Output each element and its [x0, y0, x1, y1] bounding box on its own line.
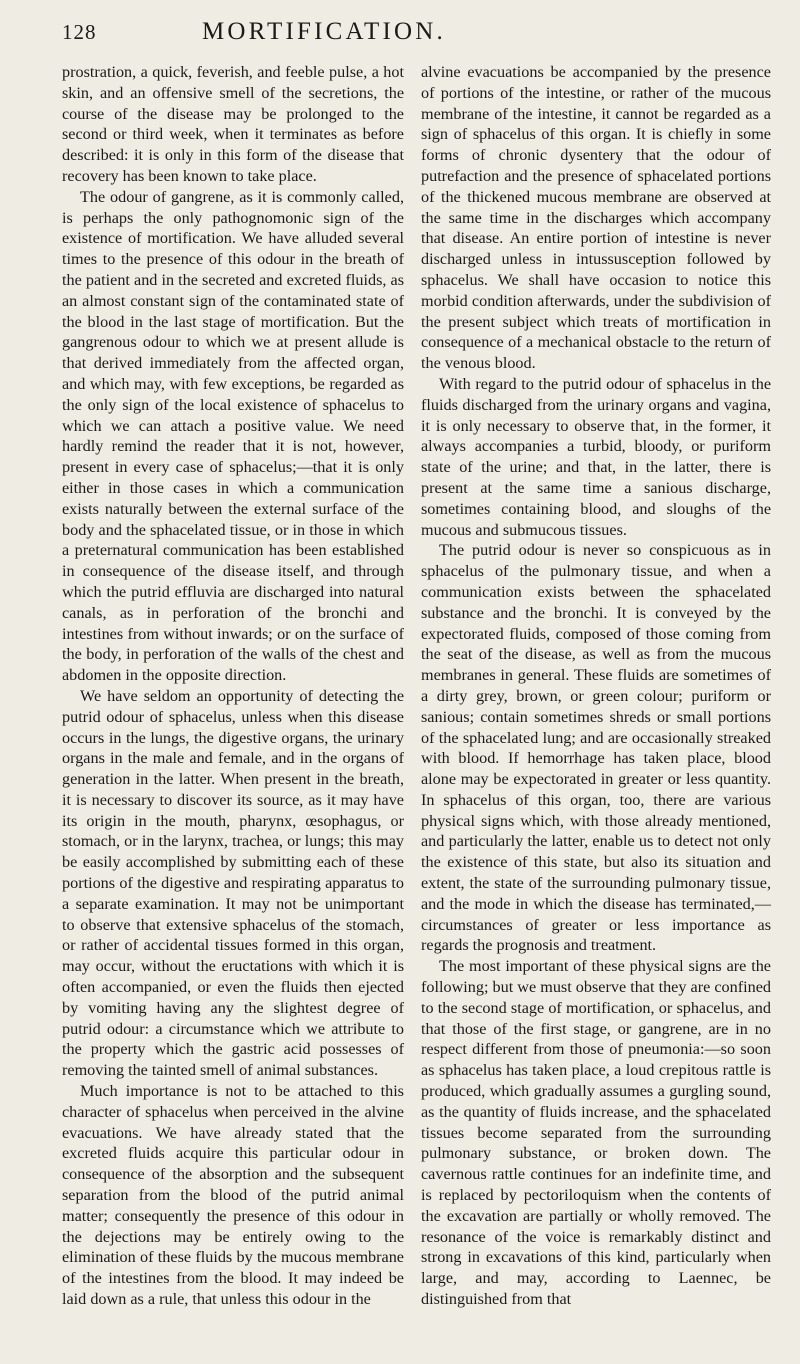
running-head: MORTIFICATION.: [202, 18, 446, 45]
paragraph: Much importance is not to be attached to this character of sphacelus when perceived in the alvine evacuations. We have already stated that the excreted fluids acquire this particular odour in consequence of the absorption and the subsequent separation from the blood of the putrid animal matter; consequently the presence of this odour in the dejections may be entirely owing to the elimination of these fluids by the mucous membrane of the intestines from the blood. It may indeed be laid down as a rule, that unless this odour in the: [62, 1082, 404, 1309]
paragraph: The odour of gangrene, as it is commonly called, is perhaps the only pathognomonic sign of the existence of mortification. We have alluded several times to the presence of this odour in the breath of the patient and in the secreted and excreted fluids, as an almost constant sign of the contaminated state of the blood in the last stage of mortification. But the gangrenous odour to which we at present allude is that derived immediately from the affected organ, and which may, with few exceptions, be regarded as the only sign of the local existence of sphacelus to which we can attach a positive value. We need hardly remind the reader that it is not, however, present in every case of sphacelus;—that it is only either in those cases in which a communication exists naturally between the external surface of the body and the sphacelated tissue, or in those in which a preternatural communication has been established in consequence of the disease itself, and through which the putrid effluvia are discharged into natural canals, as in perforation of the bronchi and intestines from without inwards; or on the surface of the body, in perforation of the walls of the chest and abdomen in the opposite direction.: [62, 187, 404, 685]
paragraph: The putrid odour is never so conspicuous as in sphacelus of the pulmonary tissue, and when a communication exists between the sphacelated substance and the bronchi. It is conveyed by the expectorated fluids, composed of those coming from the seat of the disease, as well as from the mucous membranes in general. These fluids are sometimes of a dirty grey, brown, or green colour; puriform or sanious; contain sometimes shreds or small portions of the sphacelated lung; and are occasionally streaked with blood. If hemorrhage has taken place, blood alone may be expectorated in greater or less quantity. In sphacelus of this organ, too, there are various physical signs which, with those already mentioned, and particularly the latter, enable us to detect not only the existence of this state, but also its situation and extent, the state of the surrounding pulmonary tissue, and the mode in which the disease has terminated,—circumstances of greater or less importance as regards the prognosis and treatment.: [421, 541, 771, 955]
left-column: [62, 62, 404, 1310]
paragraph: We have seldom an opportunity of detecting the putrid odour of sphacelus, unless when this disease occurs in the lungs, the digestive organs, the urinary organs in the male and female, and in the organs of generation in the latter. When present in the breath, it is necessary to discover its source, as it may have its origin in the mouth, pharynx, œsophagus, or stomach, or in the larynx, trachea, or lungs; this may be easily accomplished by submitting each of these portions of the digestive and respirating apparatus to a separate examination. It may not be unimportant to observe that extensive sphacelus of the stomach, or rather of accidental tissues formed in this organ, may occur, without the eructations with which it is often accompanied, or even the fluids then ejected by vomiting having any the slightest degree of putrid odour: a circumstance which we attribute to the property which the gastric acid possesses of removing the tainted smell of animal substances.: [62, 686, 404, 1080]
paragraph: prostration, a quick, feverish, and feeble pulse, a hot skin, and an offensive smell of the secretions, the course of the disease may be prolonged to the second or third week, when it terminates as before described: it is only in this form of the disease that recovery has been known to take place.: [62, 63, 404, 185]
paragraph: The most important of these physical signs are the following; but we must observe that they are confined to the second stage of mortification, or sphacelus, and that those of the first stage, or gangrene, are in no respect different from those of pneumonia:—so soon as sphacelus has taken place, a loud crepitous rattle is produced, which gradually assumes a gurgling sound, as the quantity of fluids increase, and the sphacelated tissues become separated from the surrounding pulmonary substance, or broken down. The cavernous rattle continues for an indefinite time, and is replaced by pectoriloquism when the contents of the excavation are partially or wholly removed. The resonance of the voice is remarkably distinct and strong in excavations of this kind, particularly when large, and may, according to Laennec, be distinguished from that: [421, 957, 771, 1309]
right-column: [421, 62, 771, 1310]
page-header: [62, 14, 770, 56]
paragraph: With regard to the putrid odour of sphacelus in the fluids discharged from the urinary organs and vagina, it is only necessary to observe that, in the former, it always accompanies a turbid, bloody, or puriform state of the urine; and that, in the latter, there is present at the same time a sanious discharge, sometimes containing blood, and sloughs of the mucous and submucous tissues.: [421, 374, 771, 539]
page-number: 128: [62, 20, 97, 44]
paragraph: alvine evacuations be accompanied by the presence of portions of the intestine, or rather of the mucous membrane of the intestine, it cannot be regarded as a sign of sphacelus of this organ. It is chiefly in some forms of chronic dysentery that the odour of putrefaction and the presence of sphacelated portions of the thickened mucous membrane are observed at the same time in the discharges which accompany that disease. An entire portion of intestine is never discharged unless in intussusception followed by sphacelus. We shall have occasion to notice this morbid condition afterwards, under the subdivision of the present subject which treats of mortification in consequence of a mechanical obstacle to the return of the venous blood.: [421, 63, 771, 373]
